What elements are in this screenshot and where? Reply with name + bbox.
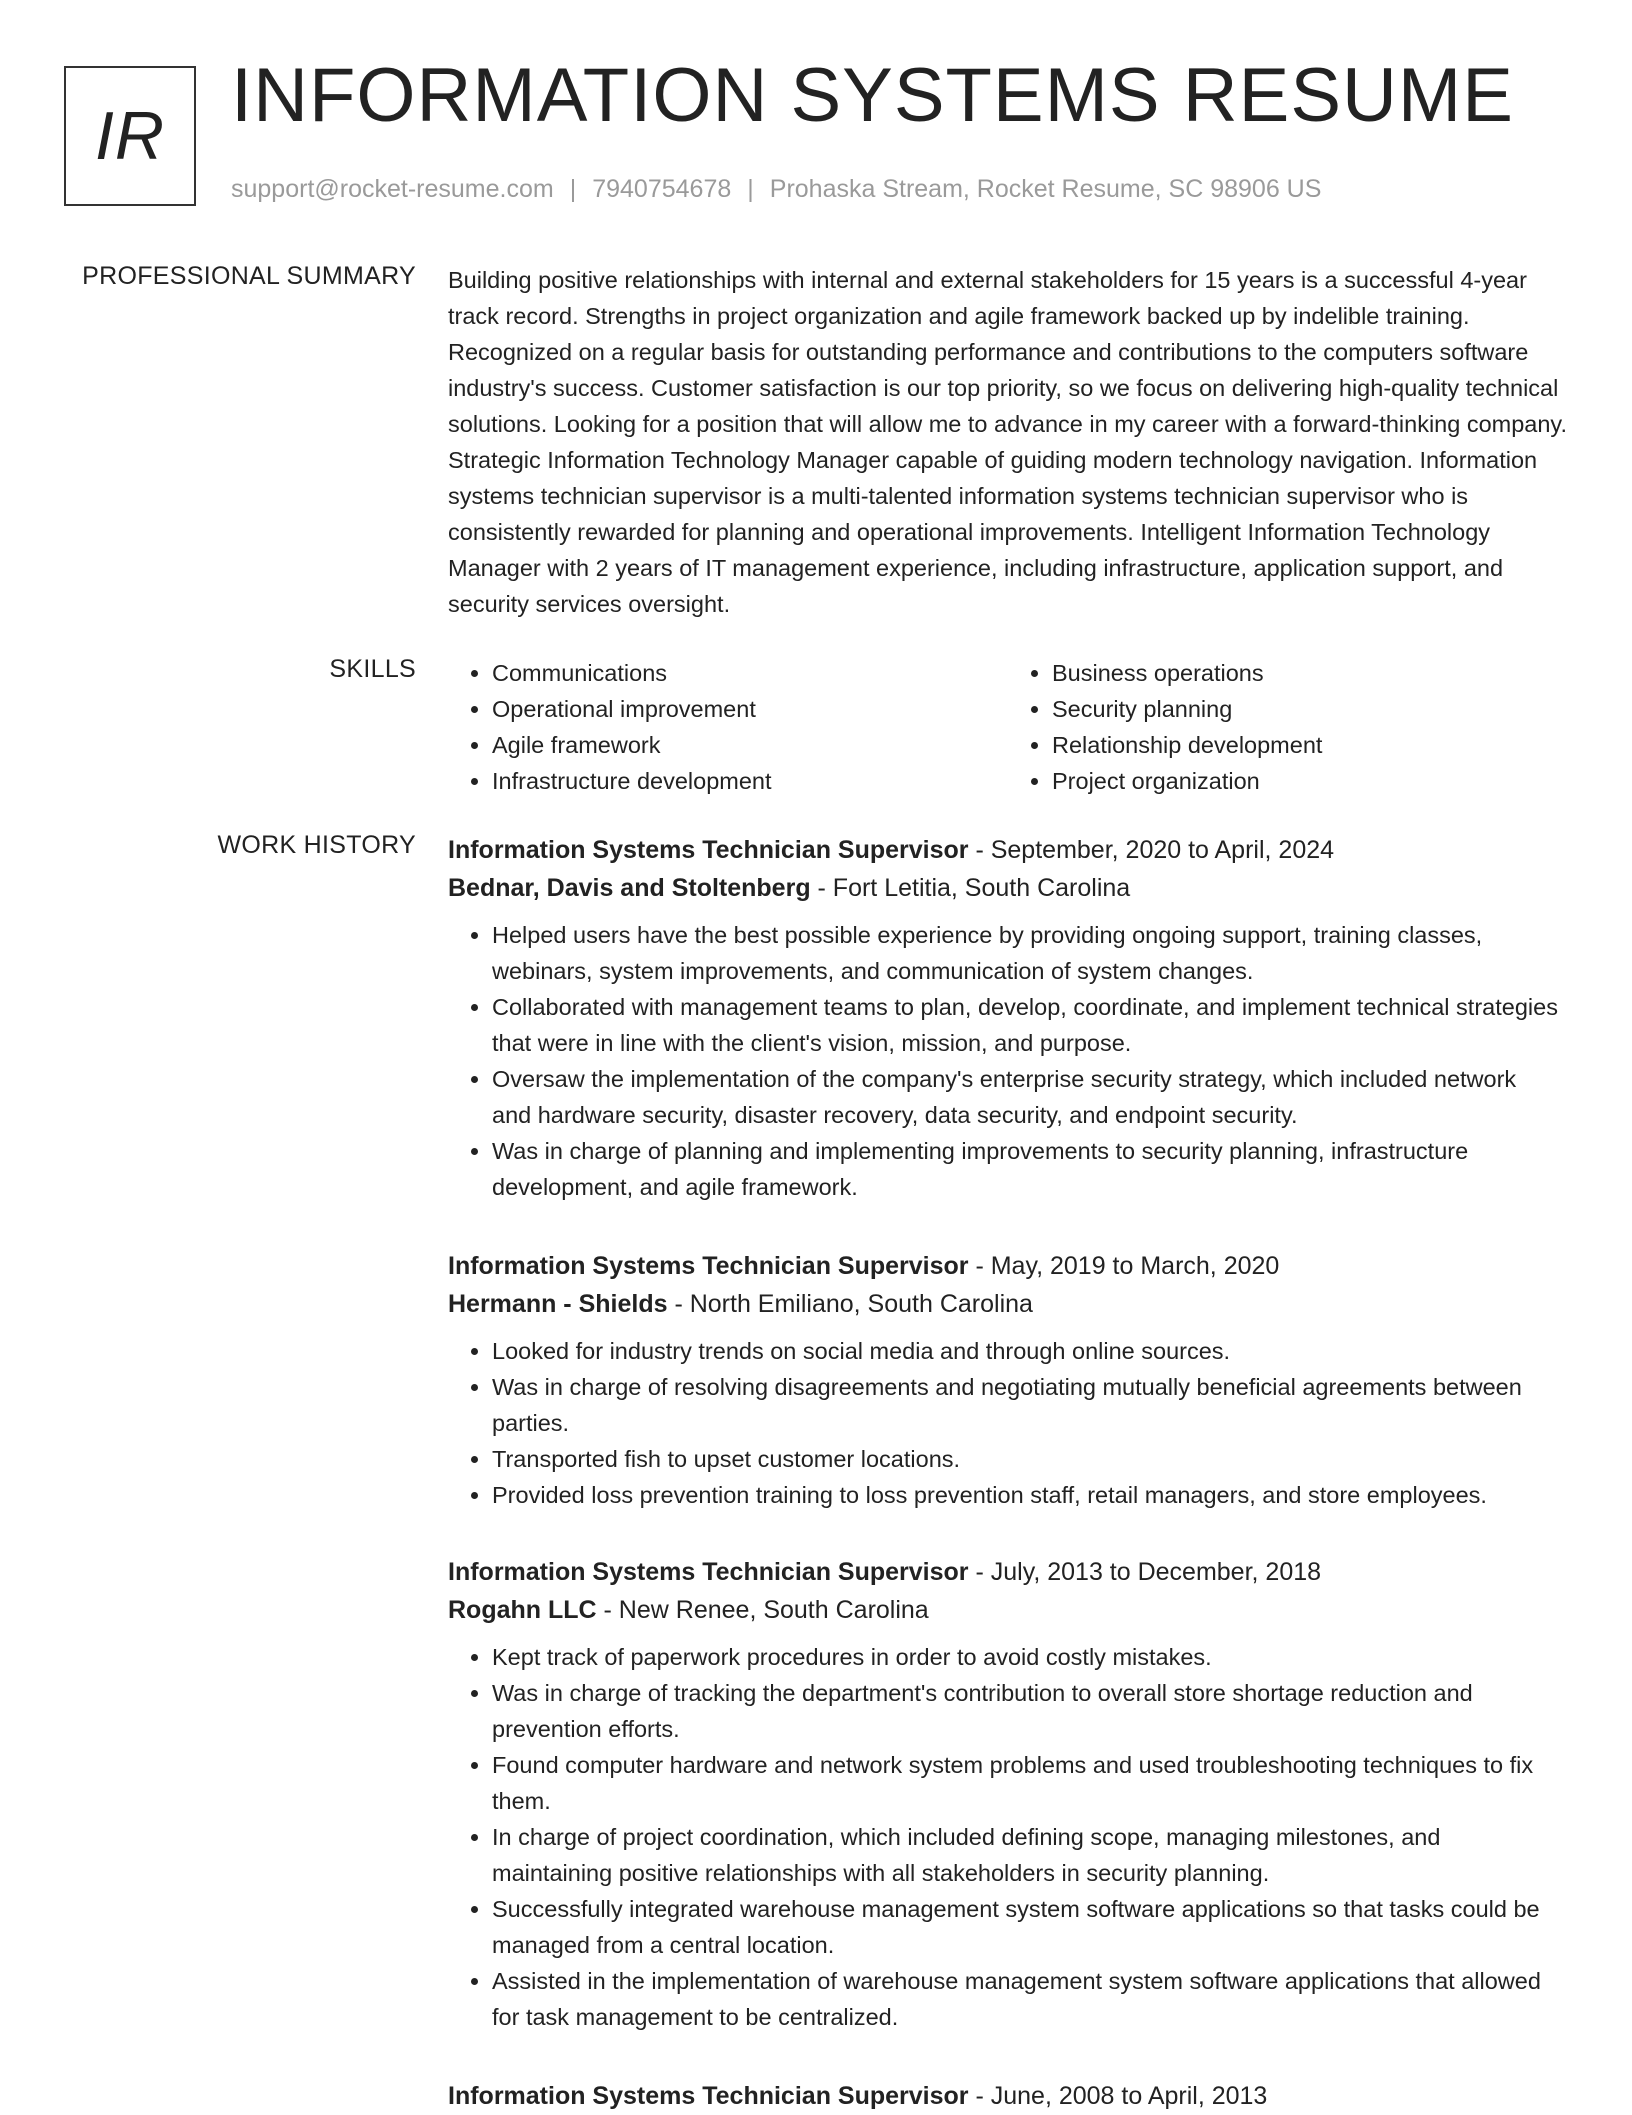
section-label-work-history: WORK HISTORY	[217, 831, 416, 859]
job-title-line	[448, 1553, 1568, 1591]
job-bullet: • Was in charge of resolving disagreements and negotiating mutually beneficial agreements between parties.	[492, 1369, 1568, 1441]
job-company-line	[448, 869, 1568, 907]
job-bullet: • Looked for industry trends on social media and through online sources.	[492, 1333, 1568, 1369]
job-bullet: • Oversaw the implementation of the company's enterprise security strategy, which included network and hardware security, disaster recovery, data security, and endpoint security.	[492, 1061, 1568, 1133]
job-dates: - September, 2020 to April, 2024	[968, 836, 1335, 864]
job-title: Information Systems Technician Supervisor	[448, 1558, 969, 1586]
job-bullet: • Assisted in the implementation of warehouse management system software applications that allowed for task management to be centralized.	[492, 1963, 1568, 2035]
job-company-line	[448, 1285, 1568, 1323]
job-title: Information Systems Technician Supervisor	[448, 2082, 969, 2110]
job-bullet: • Was in charge of planning and implementing improvements to security planning, infrastructure development, and agile framework.	[492, 1133, 1568, 1205]
skills-grid	[448, 655, 1568, 799]
skill-item: • Infrastructure development	[492, 763, 1008, 799]
job-bullet: • Collaborated with management teams to plan, develop, coordinate, and implement technical strategies that were in line with the client's vision, mission, and purpose.	[492, 989, 1568, 1061]
summary-text: Building positive relationships with internal and external stakeholders for 15 years is a successful 4-year track record. Strengths in project organization and agile framework backed up by indelible training. Recognized on a regular basis for outstanding performance and contributions to the computers software industry's success. Customer satisfaction is our top priority, so we focus on delivering high-quality technical solutions. Looking for a position that will allow me to advance in my career with a forward-thinking company. Strategic Information Technology Manager capable of guiding modern technology navigation. Information systems technician supervisor is a multi-talented information systems technician supervisor who is consistently rewarded for planning and operational improvements. Intelligent Information Technology Manager with 2 years of IT management experience, including infrastructure, application support, and security services oversight.	[448, 267, 1567, 617]
contact-address: Prohaska Stream, Rocket Resume, SC 98906 US	[769, 175, 1322, 203]
job-dates: - June, 2008 to April, 2013	[968, 2082, 1268, 2110]
job-company-line	[448, 1591, 1568, 1629]
skill-item: • Business operations	[1052, 655, 1568, 691]
job-title-line	[448, 2077, 1568, 2115]
job-bullets	[448, 1639, 1568, 2035]
job-bullets	[448, 917, 1568, 1205]
contact-phone: 7940754678	[592, 175, 732, 203]
skill-item: • Security planning	[1052, 691, 1568, 727]
skill-item: • Communications	[492, 655, 1008, 691]
job-title: Information Systems Technician Supervisor	[448, 1252, 969, 1280]
job-bullet: • Found computer hardware and network system problems and used troubleshooting techniques to fix them.	[492, 1747, 1568, 1819]
skills-column-left	[448, 655, 1008, 799]
contact-line	[231, 175, 1321, 204]
skill-item: • Operational improvement	[492, 691, 1008, 727]
skills-column-right	[1008, 655, 1568, 799]
job-title-line	[448, 831, 1568, 869]
monogram-logo: IR	[64, 66, 196, 206]
skill-item: • Relationship development	[1052, 727, 1568, 763]
contact-email: support@rocket-resume.com	[231, 175, 554, 203]
job-company: Bednar, Davis and Stoltenberg	[448, 874, 811, 902]
section-label-summary: PROFESSIONAL SUMMARY	[82, 262, 416, 290]
job-location: - Fort Letitia, South Carolina	[810, 874, 1131, 902]
job-bullet: • Was in charge of tracking the department's contribution to overall store shortage reduction and prevention efforts.	[492, 1675, 1568, 1747]
skill-item: • Agile framework	[492, 727, 1008, 763]
job-bullets	[448, 1333, 1568, 1513]
job-dates: - May, 2019 to March, 2020	[968, 1252, 1280, 1280]
job-title-line	[448, 1247, 1568, 1285]
resume-title: INFORMATION SYSTEMS RESUME	[231, 53, 1514, 138]
job-location: - New Renee, South Carolina	[596, 1596, 929, 1624]
job-bullet: • Provided loss prevention training to loss prevention staff, retail managers, and store employees.	[492, 1477, 1568, 1513]
job-bullet: • Successfully integrated warehouse management system software applications so that tasks could be managed from a central location.	[492, 1891, 1568, 1963]
job-bullet: • Helped users have the best possible experience by providing ongoing support, training classes, webinars, system improvements, and communication of system changes.	[492, 917, 1568, 989]
section-label-skills: SKILLS	[329, 655, 416, 683]
summary-body	[448, 262, 1568, 622]
job-bullet: • Transported fish to upset customer locations.	[492, 1441, 1568, 1477]
job-title: Information Systems Technician Supervisor	[448, 836, 969, 864]
contact-separator: |	[569, 175, 577, 203]
job-dates: - July, 2013 to December, 2018	[968, 1558, 1322, 1586]
job-bullet: • Kept track of paperwork procedures in order to avoid costly mistakes.	[492, 1639, 1568, 1675]
job-company: Hermann - Shields	[448, 1290, 668, 1318]
skills-body	[448, 655, 1568, 799]
job-location: - North Emiliano, South Carolina	[667, 1290, 1033, 1318]
job-company: Rogahn LLC	[448, 1596, 597, 1624]
job-bullet: • In charge of project coordination, which included defining scope, managing milestones, and maintaining positive relationships with all stakeholders in security planning.	[492, 1819, 1568, 1891]
contact-separator: |	[747, 175, 754, 203]
skill-item: • Project organization	[1052, 763, 1568, 799]
